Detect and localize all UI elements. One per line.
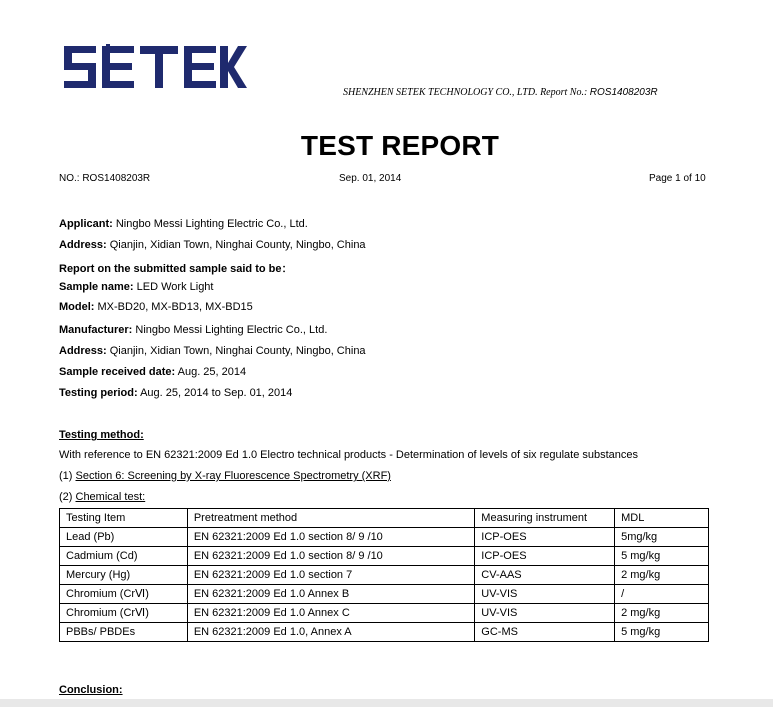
cell-mdl: 2 mg/kg	[615, 566, 709, 585]
method-item-chemical-prefix: (2)	[59, 491, 76, 503]
received-date-label: Sample received date:	[59, 366, 176, 378]
manufacturer-address-label: Address:	[59, 345, 107, 357]
header-pretreatment: Pretreatment method	[187, 509, 474, 528]
report-on-line	[59, 260, 292, 276]
testing-method-heading	[59, 429, 144, 441]
report-number: NO.: ROS1408203R	[59, 173, 151, 184]
testing-period-line	[59, 387, 292, 399]
cell-instrument: UV-VIS	[475, 604, 615, 623]
report-date: Sep. 01, 2014	[339, 173, 402, 184]
model-label: Model:	[59, 301, 95, 313]
cell-mdl: 5 mg/kg	[615, 623, 709, 642]
method-item-xrf-text: Section 6: Screening by X-ray Fluorescence Spectrometry (XRF)	[75, 470, 391, 482]
cell-item: Chromium (CrⅥ)	[60, 585, 188, 604]
cell-item: Chromium (CrⅥ)	[60, 604, 188, 623]
method-item-xrf-prefix: (1)	[59, 470, 76, 482]
model-value: MX-BD20, MX-BD13, MX-BD15	[97, 301, 253, 313]
cell-method: EN 62321:2009 Ed 1.0 section 8/ 9 /10	[187, 528, 474, 547]
company-name: SHENZHEN SETEK TECHNOLOGY CO., LTD. Report No.:	[343, 87, 588, 98]
applicant-line	[59, 218, 308, 230]
sample-name-value: LED Work Light	[136, 281, 214, 293]
received-date-value: Aug. 25, 2014	[177, 366, 247, 378]
address-line	[59, 239, 366, 251]
table-row	[60, 528, 709, 547]
test-methods-table	[59, 508, 709, 642]
table-row	[60, 566, 709, 585]
cell-instrument: UV-VIS	[475, 585, 615, 604]
table-row	[60, 585, 709, 604]
cell-method: EN 62321:2009 Ed 1.0, Annex A	[187, 623, 474, 642]
header-report-number: ROS1408203R	[589, 87, 658, 98]
header-instrument: Measuring instrument	[475, 509, 615, 528]
cell-mdl: 2 mg/kg	[615, 604, 709, 623]
testing-period-label: Testing period:	[59, 387, 138, 399]
cell-method: EN 62321:2009 Ed 1.0 section 8/ 9 /10	[187, 547, 474, 566]
method-item-xrf	[59, 470, 391, 482]
conclusion-label: Conclusion:	[59, 684, 123, 696]
cell-mdl: /	[615, 585, 709, 604]
manufacturer-address-value: Qianjin, Xidian Town, Ninghai County, Ningbo, China	[109, 345, 366, 357]
table-row	[60, 604, 709, 623]
table-row	[60, 547, 709, 566]
page-title: TEST REPORT	[300, 130, 500, 161]
cell-instrument: CV-AAS	[475, 566, 615, 585]
sample-name-line	[59, 281, 213, 293]
method-reference: With reference to EN 62321:2009 Ed 1.0 Electro technical products - Determination of levels of six regulate substances	[59, 449, 639, 461]
report-header-line	[343, 87, 658, 98]
setek-logo	[62, 44, 248, 90]
testing-method-label: Testing method:	[59, 429, 144, 441]
cell-item: Mercury (Hg)	[60, 566, 188, 585]
manufacturer-value: Ningbo Messi Lighting Electric Co., Ltd.	[135, 324, 328, 336]
page-number: Page 1 of 10	[649, 173, 706, 184]
testing-period-value: Aug. 25, 2014 to Sep. 01, 2014	[140, 387, 293, 399]
manufacturer-address-line	[59, 345, 366, 357]
sample-name-label: Sample name:	[59, 281, 134, 293]
header-mdl: MDL	[615, 509, 709, 528]
cell-mdl: 5 mg/kg	[615, 547, 709, 566]
manufacturer-line	[59, 324, 327, 336]
table-row	[60, 623, 709, 642]
cell-item: Cadmium (Cd)	[60, 547, 188, 566]
cell-method: EN 62321:2009 Ed 1.0 section 7	[187, 566, 474, 585]
conclusion-heading	[59, 684, 123, 696]
report-on-label: Report on the submitted sample said to be：	[59, 263, 293, 275]
cell-method: EN 62321:2009 Ed 1.0 Annex C	[187, 604, 474, 623]
cell-item: Lead (Pb)	[60, 528, 188, 547]
table-header-row	[60, 509, 709, 528]
applicant-label: Applicant:	[59, 218, 113, 230]
model-line	[59, 301, 253, 313]
cell-instrument: GC-MS	[475, 623, 615, 642]
method-item-chemical-text: Chemical test:	[75, 491, 146, 503]
applicant-value: Ningbo Messi Lighting Electric Co., Ltd.	[115, 218, 308, 230]
cell-instrument: ICP-OES	[475, 547, 615, 566]
method-item-chemical	[59, 491, 145, 503]
address-label: Address:	[59, 239, 107, 251]
cell-method: EN 62321:2009 Ed 1.0 Annex B	[187, 585, 474, 604]
received-date-line	[59, 366, 246, 378]
address-value: Qianjin, Xidian Town, Ninghai County, Ningbo, China	[109, 239, 366, 251]
manufacturer-label: Manufacturer:	[59, 324, 133, 336]
page-bottom-edge	[0, 699, 773, 707]
cell-item: PBBs/ PBDEs	[60, 623, 188, 642]
header-testing-item: Testing Item	[60, 509, 188, 528]
cell-instrument: ICP-OES	[475, 528, 615, 547]
cell-mdl: 5mg/kg	[615, 528, 709, 547]
